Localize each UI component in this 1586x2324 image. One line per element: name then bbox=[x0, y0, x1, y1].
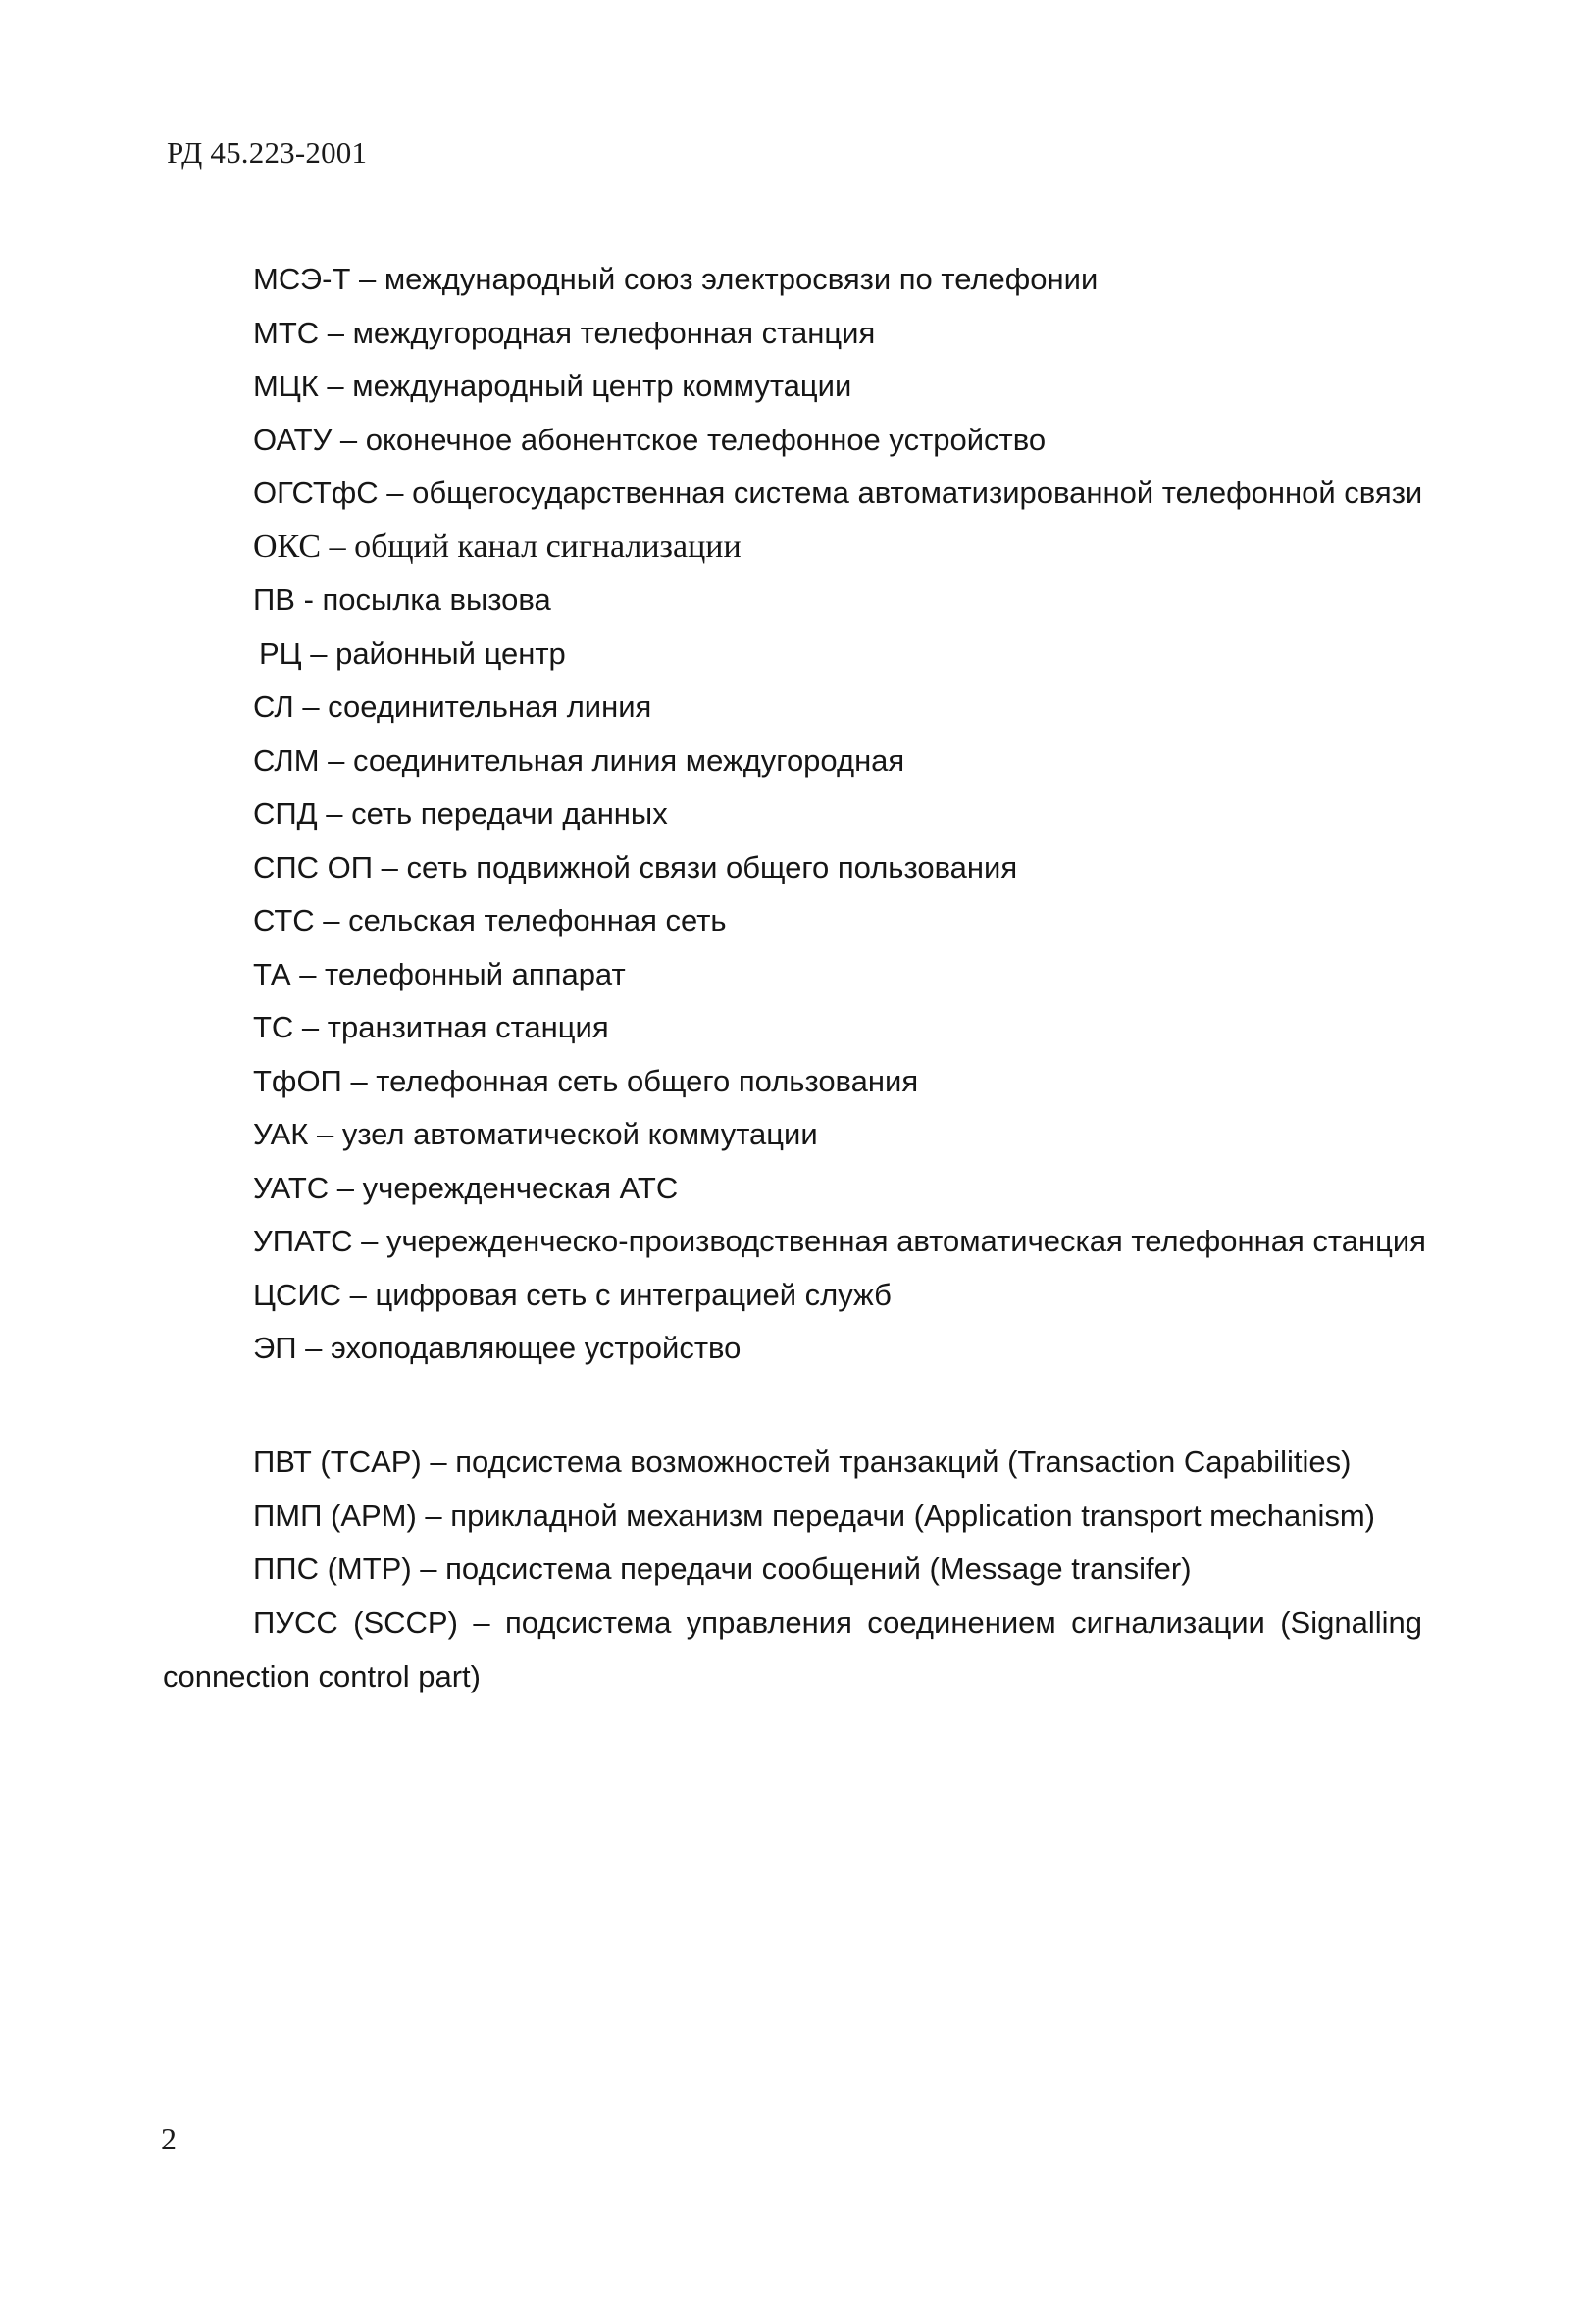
abbreviation-item: УАК – узел автоматической коммутации bbox=[253, 1117, 818, 1151]
abbreviation-item: СПД – сеть передачи данных bbox=[253, 796, 668, 831]
abbreviation-item: ТС – транзитная станция bbox=[253, 1010, 609, 1044]
sccp-definition-paragraph: ПУСС (SCCP) – подсистема управления соединением сигнализации (Signalling connection control part) bbox=[163, 1605, 1422, 1693]
page-number: 2 bbox=[161, 2121, 177, 2156]
abbreviation-item: РЦ – районный центр bbox=[259, 635, 566, 671]
abbreviation-item: СЛМ – соединительная линия междугородная bbox=[253, 742, 905, 778]
abbreviation-item: ТфОП – телефонная сеть общего пользования bbox=[253, 1063, 919, 1098]
signalling-abbreviation-item: ПВТ (TCAP) – подсистема возможностей транзакций (Transaction Capabilities) bbox=[253, 1444, 1352, 1479]
abbreviation-item: ОАТУ – оконечное абонентское телефонное устройство bbox=[253, 422, 1047, 457]
abbreviation-item: МТС – междугородная телефонная станция bbox=[253, 315, 876, 350]
signalling-abbreviation-item: ПМП (APM) – прикладной механизм передачи (Application transport mechanism) bbox=[253, 1497, 1376, 1533]
abbreviation-item: ЦСИС – цифровая сеть с интеграцией служб bbox=[253, 1277, 892, 1312]
signalling-abbreviations-list bbox=[253, 1436, 1430, 1596]
abbreviation-item: МЦК – международный центр коммутации bbox=[253, 369, 852, 403]
abbreviation-item: ОГСТфС – общегосударственная система автоматизированной телефонной связи bbox=[253, 476, 1423, 510]
abbreviation-item: ПВ - посылка вызова bbox=[253, 582, 551, 617]
abbreviation-item: ЭП – эхоподавляющее устройство bbox=[253, 1331, 742, 1365]
abbreviation-item: ОКС – общий канал сигнализации bbox=[253, 528, 742, 565]
abbreviations-list bbox=[253, 253, 1430, 1376]
abbreviation-item: СТС – сельская телефонная сеть bbox=[253, 903, 727, 937]
abbreviation-item: СЛ – соединительная линия bbox=[253, 689, 652, 724]
abbreviation-item: СПС ОП – сеть подвижной связи общего пользования bbox=[253, 849, 1018, 884]
abbreviation-item: УАТС – учережденческая АТС bbox=[253, 1170, 679, 1205]
abbreviation-item: МСЭ-Т – международный союз электросвязи по телефонии bbox=[253, 262, 1099, 296]
abbreviation-item: ТА – телефонный аппарат bbox=[253, 956, 626, 991]
abbreviation-item: УПАТС – учережденческо-производственная автоматическая телефонная станция bbox=[253, 1224, 1426, 1258]
document-code-header: РД 45.223-2001 bbox=[167, 135, 368, 170]
signalling-abbreviation-item: ППС (MTP) – подсистема передачи сообщений (Message transifer) bbox=[253, 1551, 1192, 1586]
